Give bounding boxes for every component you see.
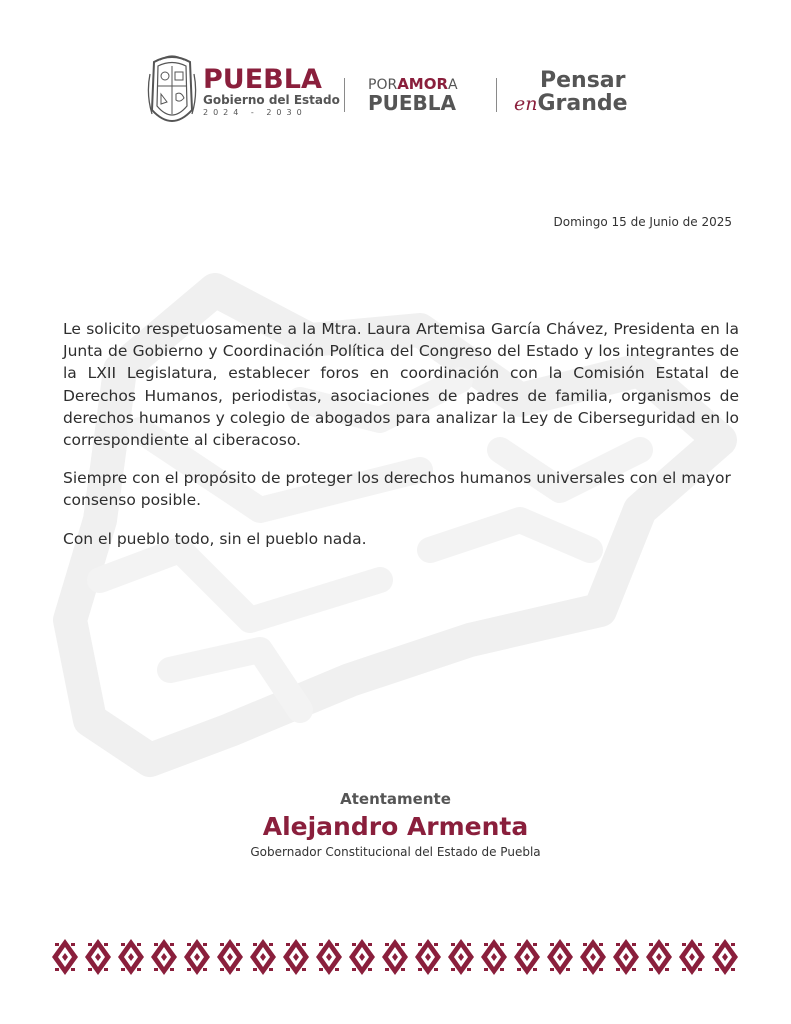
logo-divider [496,78,497,112]
letter-body [63,318,739,566]
logo-pensar-en-grande [514,70,654,116]
body-paragraph: Siempre con el propósito de proteger los derechos humanos universales con el mayor consenso posible. [63,469,731,510]
body-paragraph: Con el pueblo todo, sin el pueblo nada. [63,529,367,548]
letterhead [0,48,791,148]
logo-en-text: en [514,93,538,115]
logo-divider [344,78,345,112]
logo-por-amor-line2: PUEBLA [368,91,457,115]
signature-name: Alejandro Armenta [262,812,529,841]
logo-puebla-title: PUEBLA [203,64,322,95]
body-paragraph: Le solicito respetuosamente a la Mtra. Laura Artemisa García Chávez, Presidenta en la Junta de Gobierno y Coordinación Política del Congreso del Estado y los integrantes de la LXII Legislatura, establecer foros en coordinación con la Comisión Estatal de Derechos Humanos, periodistas, asociaciones de padres de familia, organismos de derechos humanos y colegio de abogados para analizar la Ley de Ciberseguridad en lo correspondiente al ciberacoso. [63,320,739,450]
logo-grande-text: Grande [537,91,628,116]
signature-title: Gobernador Constitucional del Estado de Puebla [250,845,541,859]
logo-puebla-years: 2024 - 2030 [203,108,307,117]
letter-date: Domingo 15 de Junio de 2025 [553,215,732,229]
logo-en-grande-line [514,92,654,116]
signature-closing: Atentamente [340,790,451,808]
logo-amor-text: AMOR [397,75,449,93]
logo-por-amor-a-puebla [368,76,483,113]
signature-block [0,788,791,860]
decorative-textile-pattern-icon [48,935,744,979]
state-coat-of-arms-icon [146,54,198,132]
logo-por-text: POR [368,77,398,93]
logo-puebla-gobierno [203,64,340,118]
logo-a-text: A [448,77,458,93]
logo-pensar-text: Pensar [540,68,626,93]
logo-puebla-subtitle: Gobierno del Estado [203,93,340,107]
